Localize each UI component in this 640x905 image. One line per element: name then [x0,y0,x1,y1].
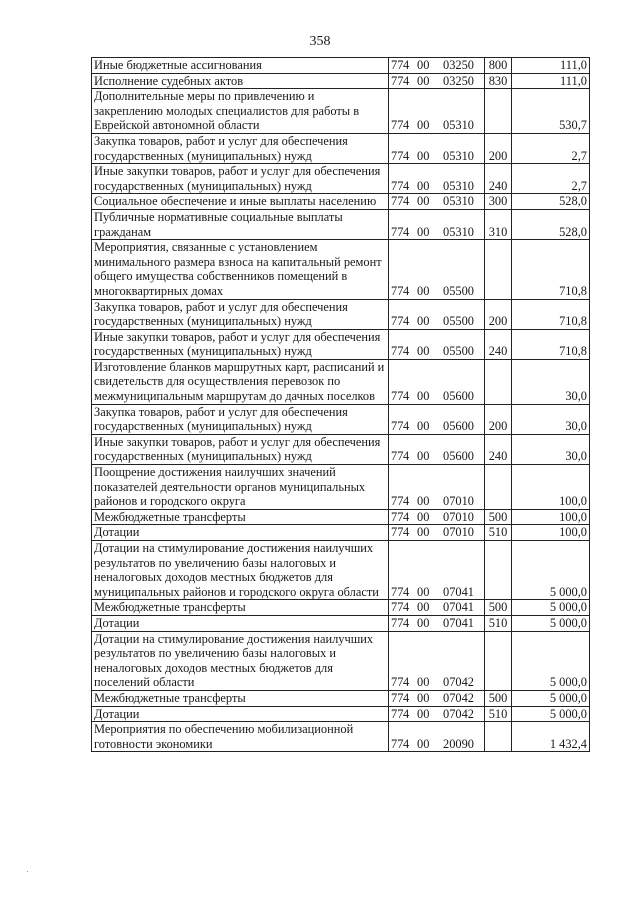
row-amount: 30,0 [512,359,590,404]
table-row [92,329,590,359]
code-part-c4: 05500 [443,314,474,329]
code-part-c2: 4 [403,419,410,434]
row-target-code [389,133,485,163]
code-part-c1: 77 [391,690,404,705]
table-row [92,465,590,510]
row-expense-type: 300 [485,194,512,210]
code-part-c3: 00 [417,449,430,464]
code-part-c4: 05500 [443,344,474,359]
row-expense-type: 800 [485,58,512,74]
table-row [92,299,590,329]
code-part-c3: 00 [417,194,430,209]
code-part-c1: 77 [391,314,404,329]
row-target-code [389,58,485,74]
code-part-c2: 4 [403,314,410,329]
code-part-c4: 05310 [443,148,474,163]
row-expense-type: 200 [485,133,512,163]
code-part-c1: 77 [391,224,404,239]
code-part-c4: 05310 [443,224,474,239]
table-row [92,722,590,752]
table-row [92,58,590,74]
table-row [92,209,590,239]
table-row [92,600,590,616]
row-name: Поощрение достижения наилучших значений показателей деятельности органов муниципальных районов и городского округа [92,465,389,510]
row-expense-type [485,89,512,134]
code-part-c2: 4 [403,283,410,298]
row-target-code [389,404,485,434]
row-amount: 710,8 [512,240,590,299]
code-part-c1: 77 [391,58,404,72]
row-amount: 5 000,0 [512,615,590,631]
code-part-c2: 4 [403,73,410,88]
row-expense-type: 510 [485,525,512,541]
row-name: Иные бюджетные ассигнования [92,58,389,74]
row-expense-type: 240 [485,329,512,359]
budget-table-body [92,58,590,752]
code-part-c3: 00 [417,314,430,329]
table-row [92,690,590,706]
page-number: 358 [309,34,331,49]
code-part-c3: 00 [417,148,430,163]
code-part-c4: 03250 [443,73,474,88]
code-part-c4: 05500 [443,283,474,298]
row-expense-type: 200 [485,299,512,329]
row-expense-type: 500 [485,600,512,616]
row-target-code [389,690,485,706]
row-target-code [389,299,485,329]
table-row [92,73,590,89]
scan-speck [27,871,28,872]
code-part-c2: 4 [403,706,410,721]
code-part-c3: 00 [417,58,430,72]
code-part-c1: 77 [391,449,404,464]
code-part-c2: 4 [403,118,410,133]
code-part-c3: 00 [417,389,430,404]
code-part-c3: 00 [417,494,430,509]
row-expense-type: 240 [485,434,512,464]
row-amount: 100,0 [512,525,590,541]
row-target-code [389,722,485,752]
row-expense-type: 510 [485,706,512,722]
row-amount: 530,7 [512,89,590,134]
row-name: Закупка товаров, работ и услуг для обеспечения государственных (муниципальных) нужд [92,299,389,329]
row-amount: 5 000,0 [512,706,590,722]
table-row [92,434,590,464]
table-row [92,164,590,194]
code-part-c4: 07042 [443,675,474,690]
row-name: Мероприятия по обеспечению мобилизационной готовности экономики [92,722,389,752]
row-expense-type [485,722,512,752]
row-target-code [389,706,485,722]
row-expense-type: 500 [485,690,512,706]
code-part-c3: 00 [417,736,430,751]
row-target-code [389,240,485,299]
code-part-c1: 77 [391,118,404,133]
table-row [92,404,590,434]
table-row [92,240,590,299]
code-part-c1: 77 [391,389,404,404]
code-part-c1: 77 [391,73,404,88]
row-amount: 528,0 [512,209,590,239]
row-target-code [389,525,485,541]
code-part-c3: 00 [417,706,430,721]
code-part-c1: 77 [391,283,404,298]
row-name: Изготовление бланков маршрутных карт, расписаний и свидетельств для осуществления перевозок по межмуниципальным маршрутам до дачных поселков [92,359,389,404]
row-expense-type [485,359,512,404]
row-amount: 2,7 [512,133,590,163]
row-target-code [389,359,485,404]
table-row [92,194,590,210]
code-part-c1: 77 [391,525,404,540]
code-part-c4: 07041 [443,600,474,615]
code-part-c3: 00 [417,690,430,705]
row-target-code [389,209,485,239]
row-name: Дотации [92,706,389,722]
code-part-c4: 05310 [443,178,474,193]
code-part-c4: 07041 [443,584,474,599]
code-part-c2: 4 [403,736,410,751]
code-part-c2: 4 [403,194,410,209]
row-name: Дотации [92,525,389,541]
code-part-c1: 77 [391,344,404,359]
table-row [92,133,590,163]
row-expense-type: 510 [485,615,512,631]
row-name: Социальное обеспечение и иные выплаты населению [92,194,389,210]
code-part-c2: 4 [403,600,410,615]
row-amount: 100,0 [512,509,590,525]
row-amount: 710,8 [512,299,590,329]
row-name: Иные закупки товаров, работ и услуг для обеспечения государственных (муниципальных) нужд [92,164,389,194]
code-part-c3: 00 [417,615,430,630]
code-part-c1: 77 [391,675,404,690]
row-expense-type [485,541,512,600]
code-part-c2: 4 [403,525,410,540]
code-part-c2: 4 [403,224,410,239]
row-expense-type [485,631,512,690]
code-part-c1: 77 [391,178,404,193]
row-target-code [389,434,485,464]
code-part-c2: 4 [403,494,410,509]
code-part-c2: 4 [403,389,410,404]
code-part-c4: 20090 [443,736,474,751]
code-part-c2: 4 [403,584,410,599]
row-name: Межбюджетные трансферты [92,600,389,616]
row-target-code [389,615,485,631]
row-amount: 111,0 [512,58,590,74]
code-part-c4: 05310 [443,194,474,209]
row-target-code [389,164,485,194]
code-part-c3: 00 [417,73,430,88]
code-part-c3: 00 [417,419,430,434]
row-target-code [389,194,485,210]
code-part-c3: 00 [417,224,430,239]
row-target-code [389,329,485,359]
code-part-c1: 77 [391,600,404,615]
row-name: Дотации [92,615,389,631]
row-name: Мероприятия, связанные с установлением минимального размера взноса на капитальный ремонт общего имущества собственников помещений в многоквартирных домах [92,240,389,299]
code-part-c4: 03250 [443,58,474,72]
row-amount: 528,0 [512,194,590,210]
code-part-c4: 05600 [443,419,474,434]
row-name: Иные закупки товаров, работ и услуг для обеспечения государственных (муниципальных) нужд [92,434,389,464]
row-expense-type: 500 [485,509,512,525]
code-part-c4: 07042 [443,706,474,721]
code-part-c1: 77 [391,615,404,630]
row-amount: 1 432,4 [512,722,590,752]
code-part-c3: 00 [417,525,430,540]
row-amount: 5 000,0 [512,690,590,706]
row-target-code [389,465,485,510]
code-part-c1: 77 [391,148,404,163]
table-row [92,541,590,600]
row-amount: 100,0 [512,465,590,510]
code-part-c4: 07010 [443,509,474,524]
row-name: Межбюджетные трансферты [92,509,389,525]
row-name: Дотации на стимулирование достижения наилучших результатов по увеличению базы налоговых и неналоговых доходов местных бюджетов для муниципальных районов и городского округа области [92,541,389,600]
row-amount: 2,7 [512,164,590,194]
code-part-c4: 07041 [443,615,474,630]
code-part-c3: 00 [417,344,430,359]
row-amount: 5 000,0 [512,600,590,616]
code-part-c1: 77 [391,736,404,751]
table-row [92,509,590,525]
code-part-c4: 05310 [443,118,474,133]
code-part-c3: 00 [417,584,430,599]
code-part-c1: 77 [391,509,404,524]
row-amount: 111,0 [512,73,590,89]
code-part-c3: 00 [417,600,430,615]
code-part-c3: 00 [417,283,430,298]
row-target-code [389,631,485,690]
code-part-c1: 77 [391,706,404,721]
code-part-c3: 00 [417,178,430,193]
row-expense-type: 310 [485,209,512,239]
code-part-c4: 05600 [443,449,474,464]
code-part-c2: 4 [403,509,410,524]
code-part-c3: 00 [417,118,430,133]
code-part-c1: 77 [391,584,404,599]
row-name: Иные закупки товаров, работ и услуг для обеспечения государственных (муниципальных) нужд [92,329,389,359]
table-row [92,359,590,404]
row-target-code [389,73,485,89]
table-row [92,615,590,631]
row-name: Публичные нормативные социальные выплаты гражданам [92,209,389,239]
table-row [92,89,590,134]
row-amount: 30,0 [512,404,590,434]
row-expense-type [485,465,512,510]
row-name: Закупка товаров, работ и услуг для обеспечения государственных (муниципальных) нужд [92,133,389,163]
row-target-code [389,541,485,600]
row-amount: 5 000,0 [512,541,590,600]
code-part-c2: 4 [403,615,410,630]
code-part-c2: 4 [403,675,410,690]
row-name: Дотации на стимулирование достижения наилучших результатов по увеличению базы налоговых и неналоговых доходов местных бюджетов для поселений области [92,631,389,690]
code-part-c2: 4 [403,449,410,464]
row-expense-type [485,240,512,299]
row-name: Исполнение судебных актов [92,73,389,89]
code-part-c1: 77 [391,194,404,209]
row-name: Межбюджетные трансферты [92,690,389,706]
row-expense-type: 830 [485,73,512,89]
table-row [92,525,590,541]
row-amount: 710,8 [512,329,590,359]
row-expense-type: 240 [485,164,512,194]
row-amount: 5 000,0 [512,631,590,690]
code-part-c2: 4 [403,148,410,163]
row-target-code [389,509,485,525]
row-target-code [389,89,485,134]
table-row [92,631,590,690]
code-part-c1: 77 [391,494,404,509]
table-row [92,706,590,722]
code-part-c1: 77 [391,419,404,434]
code-part-c2: 4 [403,178,410,193]
code-part-c4: 07042 [443,690,474,705]
code-part-c3: 00 [417,509,430,524]
row-amount: 30,0 [512,434,590,464]
code-part-c2: 4 [403,344,410,359]
code-part-c3: 00 [417,675,430,690]
code-part-c2: 4 [403,690,410,705]
row-expense-type: 200 [485,404,512,434]
row-name: Дополнительные меры по привлечению и закреплению молодых специалистов для работы в Еврейской автономной области [92,89,389,134]
budget-table [91,57,590,752]
code-part-c4: 07010 [443,494,474,509]
code-part-c4: 05600 [443,389,474,404]
row-name: Закупка товаров, работ и услуг для обеспечения государственных (муниципальных) нужд [92,404,389,434]
row-target-code [389,600,485,616]
code-part-c4: 07010 [443,525,474,540]
code-part-c2: 4 [403,58,410,72]
